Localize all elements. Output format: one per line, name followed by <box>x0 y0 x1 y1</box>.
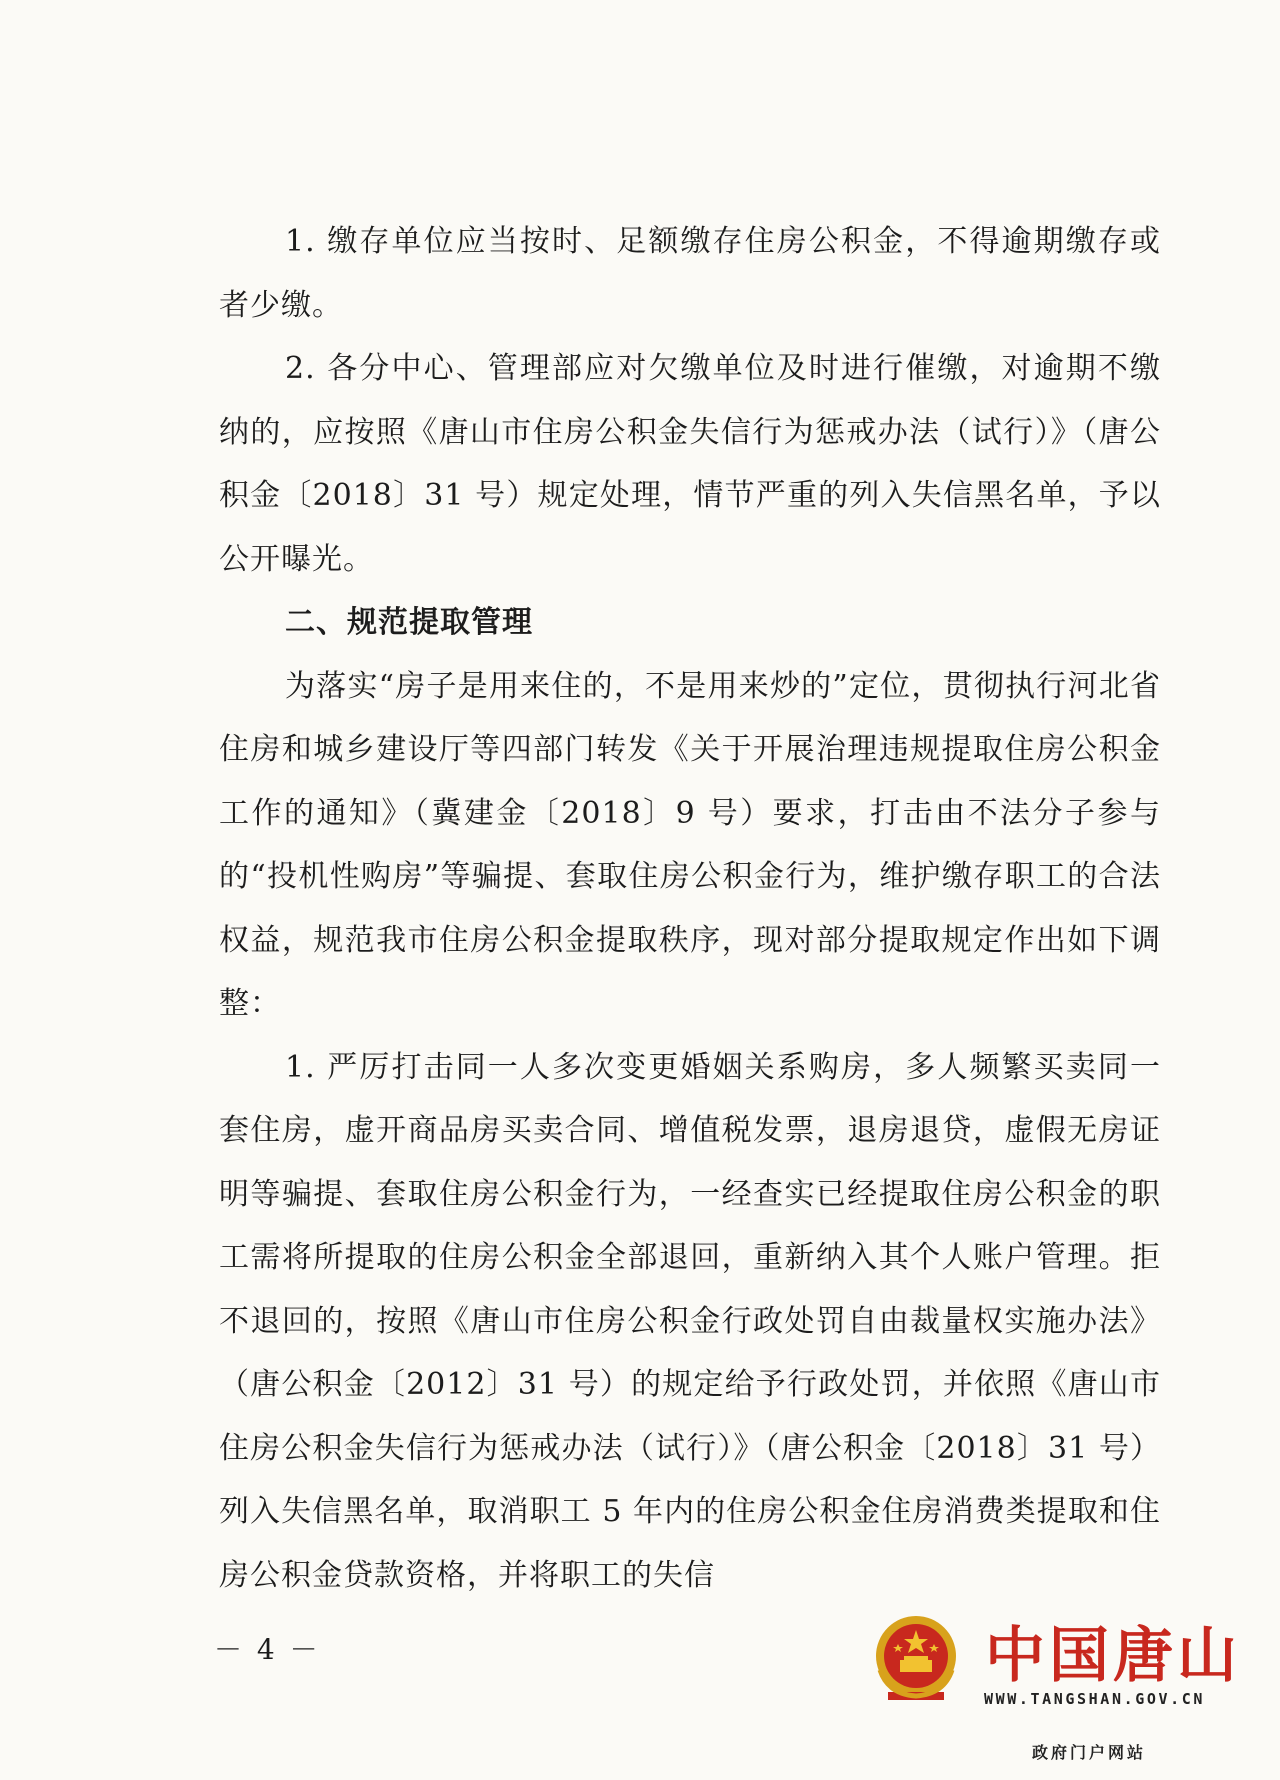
paragraph-2: 2. 各分中心、管理部应对欠缴单位及时进行催缴，对逾期不缴纳的，应按照《唐山市住房公积金失信行为惩戒办法（试行）》（唐公积金〔2018〕31 号）规定处理，情节严重的列入失信黑名单，予以公开曝光。 <box>219 351 1161 577</box>
paragraph-1: 1. 缴存单位应当按时、足额缴存住房公积金，不得逾期缴存或者少缴。 <box>219 224 1161 323</box>
site-name-logo: 中国唐山 <box>985 1621 1241 1691</box>
document-body <box>219 210 1161 1607</box>
section-heading: 二、规范提取管理 <box>285 605 533 640</box>
page-number: － 4 － <box>214 1633 321 1666</box>
site-url: WWW.TANGSHAN.GOV.CN <box>984 1690 1205 1708</box>
site-subtitle: 政府门户网站 <box>1032 1743 1147 1762</box>
paragraph-3: 为落实“房子是用来住的，不是用来炒的”定位，贯彻执行河北省住房和城乡建设厅等四部门转发《关于开展治理违规提取住房公积金工作的通知》（冀建金〔2018〕9 号）要求，打击由不法分子参与的“投机性购房”等骗提、套取住房公积金行为，维护缴存职工的合法权益，规范我市住房公积金提取秩序，现对部分提取规定作出如下调整： <box>219 668 1161 1021</box>
national-emblem-icon <box>868 1610 964 1706</box>
paragraph-4: 1. 严厉打击同一人多次变更婚姻关系购房，多人频繁买卖同一套住房，虚开商品房买卖合同、增值税发票，退房退贷，虚假无房证明等骗提、套取住房公积金行为，一经查实已经提取住房公积金的职工需将所提取的住房公积金全部退回，重新纳入其个人账户管理。拒不退回的，按照《唐山市住房公积金行政处罚自由裁量权实施办法》（唐公积金〔2012〕31 号）的规定给予行政处罚，并依照《唐山市住房公积金失信行为惩戒办法（试行）》（唐公积金〔2018〕31 号）列入失信黑名单，取消职工 5 年内的住房公积金住房消费类提取和住房公积金贷款资格，并将职工的失信 <box>219 1049 1161 1593</box>
